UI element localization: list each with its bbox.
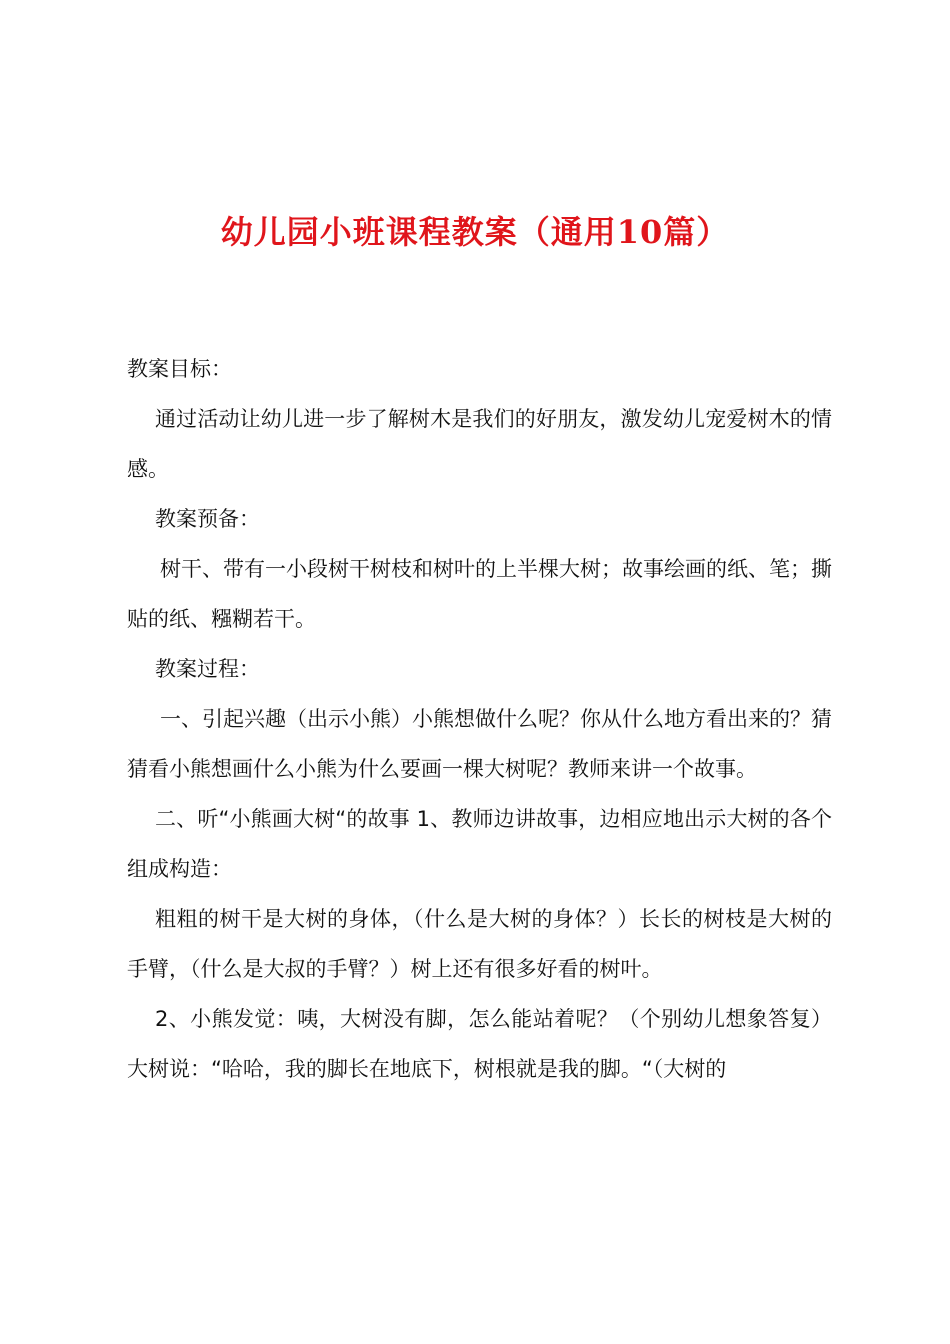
paragraph-step-two: 二、听“小熊画大树“的故事 1、教师边讲故事，边相应地出示大树的各个组成构造：	[127, 807, 832, 881]
section-heading-goals: 教案目标：	[127, 357, 232, 381]
paragraph-goals: 通过活动让幼儿进一步了解树木是我们的好朋友，激发幼儿宠爱树木的情感。	[127, 407, 832, 481]
document-title: 幼儿园小班课程教案（通用10篇）	[220, 213, 730, 251]
document-body	[127, 344, 832, 1094]
paragraph-tree-parts: 粗粗的树干是大树的身体，（什么是大树的身体？）长长的树枝是大树的手臂，（什么是大叔的手臂？）树上还有很多好看的树叶。	[127, 907, 832, 981]
paragraph-step-one: 一、引起兴趣（出示小熊）小熊想做什么呢？你从什么地方看出来的？猜猜看小熊想画什么小熊为什么要画一棵大树呢？教师来讲一个故事。	[127, 707, 832, 781]
paragraph-tree-roots: 2、小熊发觉：咦，大树没有脚，怎么能站着呢？（个别幼儿想象答复）大树说：“哈哈，我的脚长在地底下，树根就是我的脚。“（大树的	[127, 1007, 832, 1081]
section-heading-preparation: 教案预备：	[155, 507, 260, 531]
paragraph-preparation: 树干、带有一小段树干树枝和树叶的上半棵大树；故事绘画的纸、笔；撕贴的纸、糨糊若干。	[127, 557, 832, 631]
section-heading-process: 教案过程：	[155, 657, 260, 681]
